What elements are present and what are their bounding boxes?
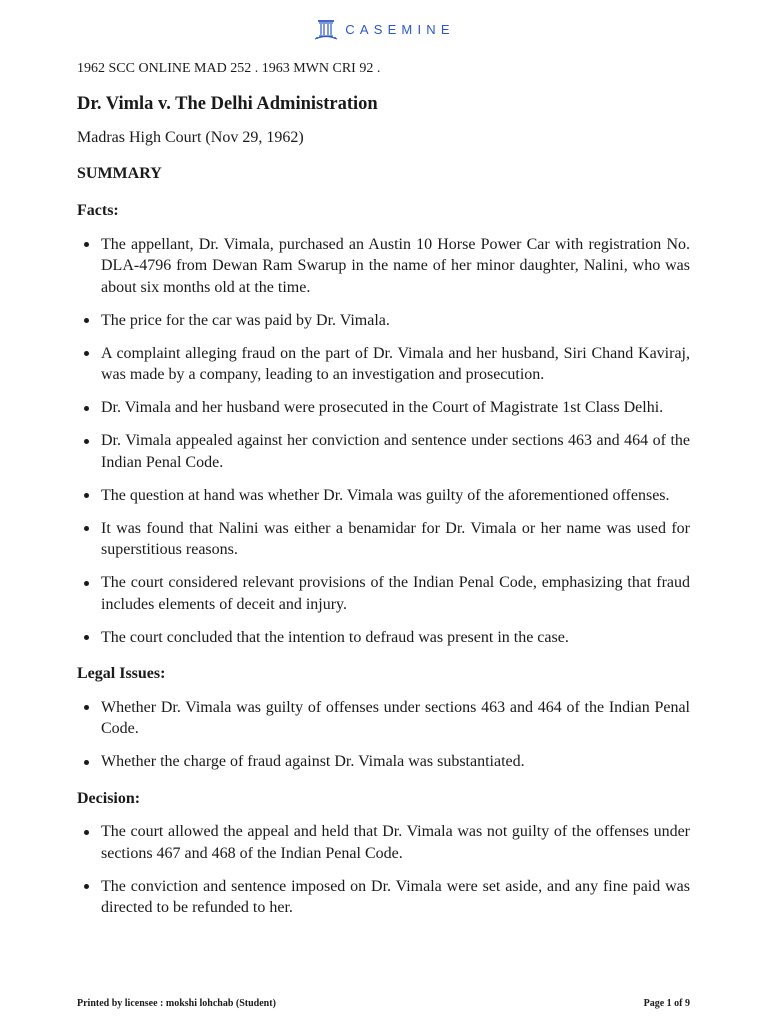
bullet-icon	[84, 635, 89, 640]
legal-issues-list	[77, 697, 690, 773]
licensee-note: Printed by licensee : mokshi lohchab (Student)	[77, 998, 276, 1009]
list-item: The court considered relevant provisions of the Indian Penal Code, emphasizing that fraud includes elements of deceit and injury.	[77, 572, 690, 615]
pillars-logo-icon	[313, 16, 339, 42]
list-item: Whether the charge of fraud against Dr. Vimala was substantiated.	[77, 751, 690, 773]
case-citation: 1962 SCC ONLINE MAD 252 . 1963 MWN CRI 92 .	[77, 61, 381, 76]
bullet-icon	[84, 439, 89, 444]
decision-heading: Decision:	[77, 789, 141, 807]
list-item: A complaint alleging fraud on the part of Dr. Vimala and her husband, Siri Chand Kaviraj, was made by a company, leading to an investigation and prosecution.	[77, 343, 690, 386]
document-body	[77, 58, 690, 919]
brand-name: CASEMINE	[345, 21, 455, 37]
facts-heading: Facts:	[77, 202, 119, 219]
list-item: Whether Dr. Vimala was guilty of offenses under sections 463 and 464 of the Indian Penal Code.	[77, 697, 690, 740]
bullet-icon	[84, 760, 89, 765]
list-item: The conviction and sentence imposed on Dr. Vimala were set aside, and any fine paid was directed to be refunded to her.	[77, 876, 690, 919]
bullet-icon	[84, 526, 89, 531]
court-and-date: Madras High Court (Nov 29, 1962)	[77, 129, 304, 146]
list-item: The court allowed the appeal and held that Dr. Vimala was not guilty of the offenses under sections 467 and 468 of the Indian Penal Code.	[77, 821, 690, 864]
list-item: The appellant, Dr. Vimala, purchased an Austin 10 Horse Power Car with registration No. DLA-4796 from Dewan Ram Swarup in the name of her minor daughter, Nalini, who was about six months old at the time.	[77, 234, 690, 299]
bullet-icon	[84, 406, 89, 411]
bullet-icon	[84, 242, 89, 247]
legal-issues-heading: Legal Issues:	[77, 665, 166, 682]
bullet-icon	[84, 884, 89, 889]
bullet-icon	[84, 830, 89, 835]
bullet-icon	[84, 318, 89, 323]
summary-heading: SUMMARY	[77, 165, 162, 182]
bullet-icon	[84, 351, 89, 356]
facts-list	[77, 234, 690, 649]
list-item: Dr. Vimala appealed against her conviction and sentence under sections 463 and 464 of the Indian Penal Code.	[77, 430, 690, 473]
bullet-icon	[84, 581, 89, 586]
list-item: The price for the car was paid by Dr. Vimala.	[77, 310, 690, 332]
decision-list	[77, 821, 690, 919]
list-item: The court concluded that the intention to defraud was present in the case.	[77, 627, 690, 649]
page-number: Page 1 of 9	[643, 998, 690, 1009]
brand-header	[0, 16, 768, 42]
list-item: It was found that Nalini was either a benamidar for Dr. Vimala or her name was used for superstitious reasons.	[77, 518, 690, 561]
list-item: Dr. Vimala and her husband were prosecuted in the Court of Magistrate 1st Class Delhi.	[77, 397, 690, 419]
case-title: Dr. Vimla v. The Delhi Administration	[77, 94, 378, 114]
page-footer	[77, 998, 690, 1010]
list-item: The question at hand was whether Dr. Vimala was guilty of the aforementioned offenses.	[77, 485, 690, 507]
bullet-icon	[84, 705, 89, 710]
bullet-icon	[84, 493, 89, 498]
